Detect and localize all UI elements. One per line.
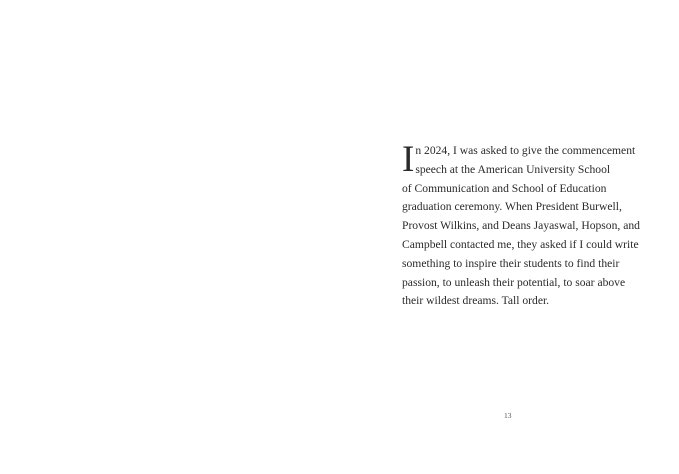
page-number: 13 <box>504 411 512 420</box>
paragraph-line: something to inspire their students to find their <box>402 256 620 270</box>
body-paragraph <box>402 139 642 311</box>
paragraph-line: of Communication and School of Education <box>402 181 607 195</box>
paragraph-line: speech at the American University School <box>415 162 611 176</box>
paragraph-line: Campbell contacted me, they asked if I could write <box>402 237 639 251</box>
paragraph-line: Provost Wilkins, and Deans Jayaswal, Hopson, and <box>402 219 640 233</box>
paragraph-line: graduation ceremony. When President Burwell, <box>402 200 622 214</box>
paragraph-line: passion, to unleash their potential, to soar above <box>402 275 626 289</box>
drop-cap: I <box>402 139 415 180</box>
paragraph-line: their wildest dreams. Tall order. <box>402 294 550 308</box>
paragraph-line: n 2024, I was asked to give the commencement <box>415 144 636 157</box>
